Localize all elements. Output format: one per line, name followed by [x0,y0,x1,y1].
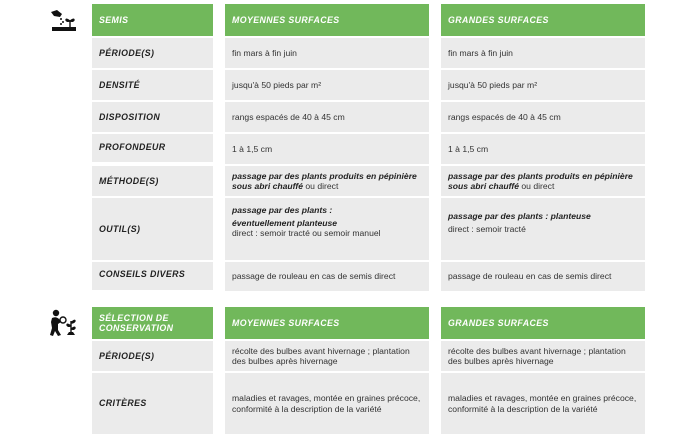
row-label-periode: PÉRIODE(S) [92,38,213,68]
section1-header-label: SEMIS [92,4,213,36]
row-label-periode-selection: PÉRIODE(S) [92,341,213,371]
row-label-disposition: DISPOSITION [92,102,213,132]
cell-profondeur-large: 1 à 1,5 cm [441,134,645,164]
row-label-conseils: CONSEILS DIVERS [92,262,213,290]
section2-header-medium: MOYENNES SURFACES [225,307,429,339]
section1-header-medium: MOYENNES SURFACES [225,4,429,36]
cell-outils-medium [225,198,429,260]
row-label-criteres: CRITÈRES [92,373,213,434]
methode-large-rest: ou direct [519,181,555,191]
cell-methode-medium [225,166,429,196]
cell-conseils-medium: passage de rouleau en cas de semis direct [225,262,429,291]
section2-header-label: SÉLECTION DE CONSERVATION [92,307,213,339]
row-label-outils: OUTIL(S) [92,198,213,260]
methode-medium-rest: ou direct [303,181,339,191]
row-label-densite: DENSITÉ [92,70,213,100]
cell-profondeur-medium: 1 à 1,5 cm [225,134,429,164]
row-label-profondeur: PROFONDEUR [92,134,213,162]
plant-inspection-icon [48,308,78,338]
cell-criteres-medium: maladies et ravages, montée en graines précoce, conformité à la description de la variété [225,373,429,434]
cell-periode-large: fin mars à fin juin [441,38,645,68]
methode-large-bold: passage par des plants produits en pépinière sous abri chauffé [448,170,633,191]
sowing-icon [48,6,78,36]
outils-large-bold1: passage par des plants : planteuse [448,211,591,221]
section2-header-large: GRANDES SURFACES [441,307,645,339]
row-label-methode: MÉTHODE(S) [92,166,213,196]
cell-disposition-large: rangs espacés de 40 à 45 cm [441,102,645,132]
cell-periode-selection-large: récolte des bulbes avant hivernage ; plantation des bulbes après hivernage [441,341,645,371]
outils-medium-bold2: éventuellement planteuse [232,217,338,228]
cell-disposition-medium: rangs espacés de 40 à 45 cm [225,102,429,132]
cell-periode-selection-medium: récolte des bulbes avant hivernage ; plantation des bulbes après hivernage [225,341,429,371]
outils-medium-rest: direct : semoir tracté ou semoir manuel [232,228,381,238]
methode-medium-bold: passage par des plants produits en pépinière sous abri chauffé [232,170,417,191]
outils-large-rest: direct : semoir tracté [448,223,526,234]
cell-densite-large: jusqu'à 50 pieds par m² [441,70,645,100]
cell-methode-large [441,166,645,196]
cell-periode-medium: fin mars à fin juin [225,38,429,68]
cell-densite-medium: jusqu'à 50 pieds par m² [225,70,429,100]
outils-medium-bold1: passage par des plants : [232,205,333,215]
section1-header-large: GRANDES SURFACES [441,4,645,36]
cell-conseils-large: passage de rouleau en cas de semis direct [441,262,645,291]
cell-outils-large [441,198,645,260]
cell-criteres-large: maladies et ravages, montée en graines précoce, conformité à la description de la variété [441,373,645,434]
